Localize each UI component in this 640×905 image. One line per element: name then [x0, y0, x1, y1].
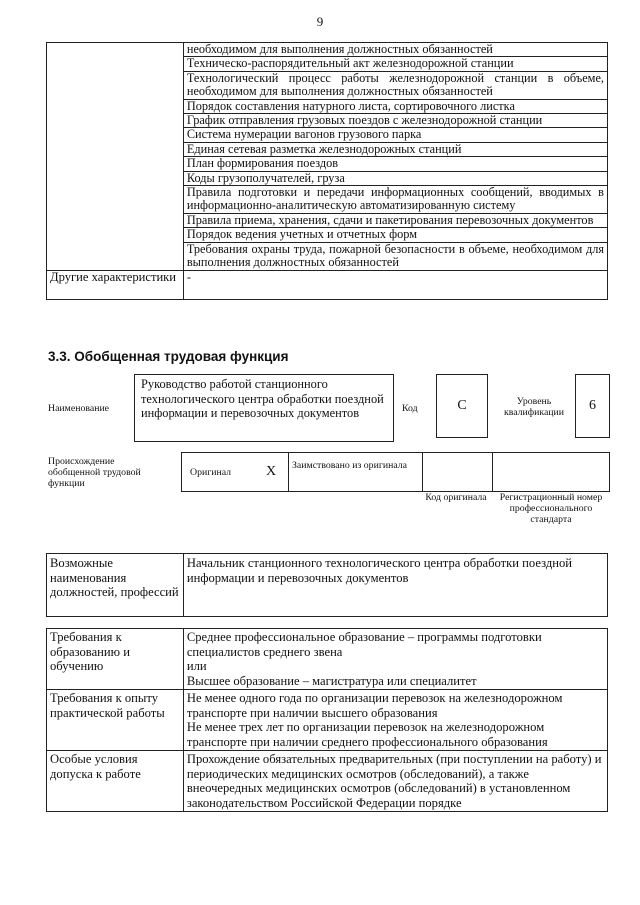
- reg-number-caption: Регистрационный номер профессионального стандарта: [499, 492, 603, 525]
- knowledge-table: [46, 42, 608, 300]
- name-label: Наименование: [48, 403, 110, 414]
- other-characteristics-label: Другие характеристики: [47, 270, 184, 299]
- knowledge-item: Технологический процесс работы железнодорожной станции в объеме, необходимом для выполнения должностных обязанностей: [183, 71, 607, 99]
- origin-row: [181, 452, 610, 492]
- requirement-label: Требования к опыту практической работы: [47, 690, 184, 751]
- knowledge-item: Порядок ведения учетных и отчетных форм: [183, 228, 607, 242]
- requirement-value: [183, 690, 607, 751]
- level-label: Уровень квалификации: [503, 396, 565, 418]
- knowledge-item: Коды грузополучателей, груза: [183, 171, 607, 185]
- original-label: Оригинал: [190, 467, 232, 478]
- level-box: [575, 374, 610, 438]
- table-row: [47, 554, 608, 617]
- code-value: C: [457, 398, 467, 413]
- knowledge-item: Правила подготовки и передачи информационных сообщений, вводимых в информационно-аналитическую автоматизированную систему: [183, 186, 607, 214]
- level-value: 6: [589, 398, 596, 413]
- requirement-label: Особые условия допуска к работе: [47, 751, 184, 812]
- requirement-line: или: [186, 659, 207, 673]
- requirement-line: Не менее одного года по организации перевозок на железнодорожном транспорте при наличии высшего образования: [186, 691, 563, 720]
- borrowed-label: Заимствовано из оригинала: [292, 460, 407, 471]
- knowledge-item: План формирования поездов: [183, 157, 607, 171]
- requirement-line: Высшее образование – магистратура или специалитет: [186, 673, 477, 688]
- table-row: [47, 751, 608, 812]
- requirement-value: [183, 751, 607, 812]
- code-label: Код: [402, 403, 418, 414]
- knowledge-item: необходимом для выполнения должностных обязанностей: [183, 43, 607, 57]
- divider-2: [422, 453, 423, 491]
- positions-table: [46, 553, 608, 617]
- category-cell: [47, 43, 184, 271]
- code-original-caption: Код оригинала: [425, 492, 487, 503]
- function-name-value: Руководство работой станционного технологического центра обработки поездной информации и перевозочных документов: [141, 377, 384, 420]
- section-title: 3.3. Обобщенная трудовая функция: [48, 349, 289, 364]
- other-characteristics-value: -: [183, 270, 607, 299]
- function-name-box: [134, 374, 394, 442]
- knowledge-item: График отправления грузовых поездов с железнодорожной станции: [183, 114, 607, 128]
- code-box: [436, 374, 488, 438]
- requirement-line: Среднее профессиональное образование – программы подготовки специалистов среднего звена: [186, 630, 542, 659]
- divider-3: [492, 453, 493, 491]
- requirements-table: [46, 628, 608, 812]
- table-row: [47, 690, 608, 751]
- requirement-label: Требования к образованию и обучению: [47, 629, 184, 690]
- knowledge-item: Требования охраны труда, пожарной безопасности в объеме, необходимом для выполнения должностных обязанностей: [183, 242, 607, 270]
- table-row: [47, 43, 608, 57]
- positions-label: Возможные наименования должностей, профессий: [47, 554, 184, 617]
- knowledge-item: Единая сетевая разметка железнодорожных станций: [183, 142, 607, 156]
- requirement-line: Прохождение обязательных предварительных (при поступлении на работу) и периодических медицинских осмотров (обследований), а также внеочередных медицинских осмотров (обследований) в установленном законодательством Российской Федерации порядке: [186, 752, 602, 810]
- requirement-value: [183, 629, 607, 690]
- table-row: [47, 629, 608, 690]
- knowledge-item: Система нумерации вагонов грузового парка: [183, 128, 607, 142]
- positions-value: Начальник станционного технологического центра обработки поездной информации и перевозочных документов: [183, 554, 607, 617]
- knowledge-item: Порядок составления натурного листа, сортировочного листка: [183, 99, 607, 113]
- knowledge-item: Техническо-распорядительный акт железнодорожной станции: [183, 57, 607, 71]
- divider-1: [288, 453, 289, 491]
- requirement-line: Не менее трех лет по организации перевозок на железнодорожном транспорте при наличии среднего профессионального образования: [186, 720, 548, 749]
- table-row: [47, 270, 608, 299]
- knowledge-item: Правила приема, хранения, сдачи и пакетирования перевозочных документов: [183, 213, 607, 227]
- page-number: 9: [316, 14, 324, 29]
- original-mark: X: [266, 464, 277, 479]
- origin-label: Происхождение обобщенной трудовой функции: [48, 456, 141, 489]
